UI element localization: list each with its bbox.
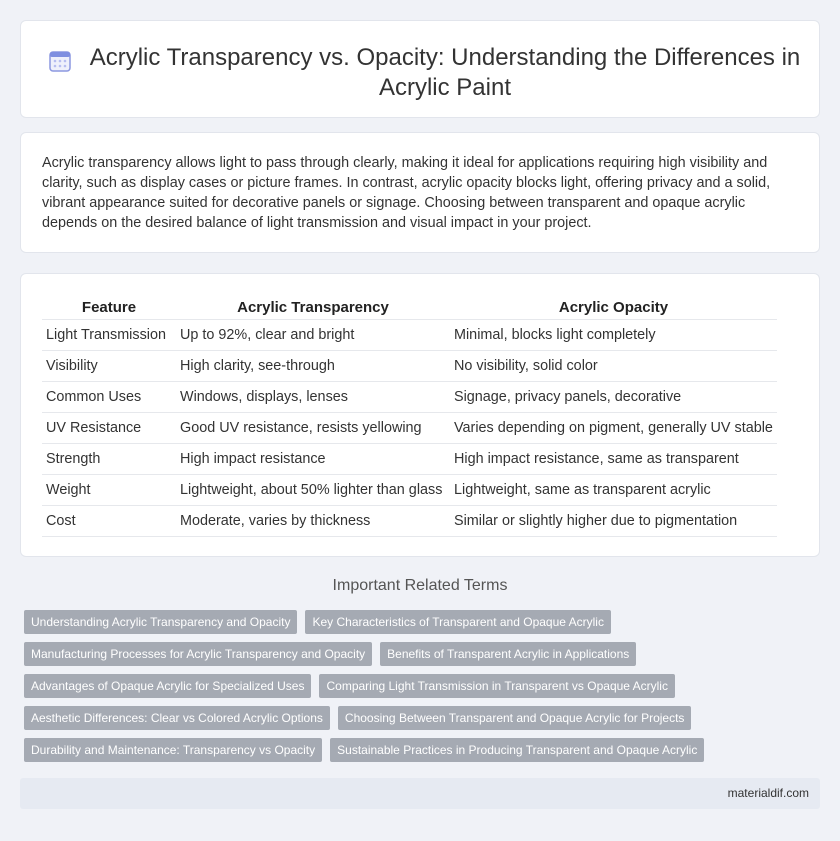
related-term-link[interactable]: Understanding Acrylic Transparency and Opacity — [24, 610, 297, 634]
related-term-link[interactable]: Aesthetic Differences: Clear vs Colored Acrylic Options — [24, 706, 330, 730]
table-cell: Light Transmission — [42, 320, 176, 351]
summary-text: Acrylic transparency allows light to pass through clearly, making it ideal for applications requiring high visibility and clarity, such as display cases or picture frames. In contrast, acrylic opacity blocks light, offering privacy and a solid, vibrant appearance suited for decorative panels or signage. Choosing between transparent and opaque acrylic depends on the desired balance of light transmission and visual impact in your project. — [42, 155, 771, 231]
comparison-table-card — [20, 273, 820, 557]
calendar-icon — [48, 49, 72, 73]
table-cell: Varies depending on pigment, generally UV stable — [450, 413, 777, 444]
table-cell: Lightweight, about 50% lighter than glass — [176, 475, 450, 506]
table-cell: Cost — [42, 506, 176, 537]
column-header: Acrylic Opacity — [450, 295, 777, 320]
table-cell: Lightweight, same as transparent acrylic — [450, 475, 777, 506]
table-cell: High clarity, see-through — [176, 351, 450, 382]
related-term-link[interactable]: Sustainable Practices in Producing Transparent and Opaque Acrylic — [330, 738, 704, 762]
header-card — [20, 20, 820, 118]
related-term-link[interactable]: Advantages of Opaque Acrylic for Specialized Uses — [24, 674, 311, 698]
table-row — [42, 506, 777, 537]
related-term-link[interactable]: Comparing Light Transmission in Transparent vs Opaque Acrylic — [319, 674, 675, 698]
table-row — [42, 320, 777, 351]
table-cell: No visibility, solid color — [450, 351, 777, 382]
table-cell: Up to 92%, clear and bright — [176, 320, 450, 351]
related-term-link[interactable]: Durability and Maintenance: Transparency vs Opacity — [24, 738, 322, 762]
table-cell: Common Uses — [42, 382, 176, 413]
table-row — [42, 351, 777, 382]
table-cell: Visibility — [42, 351, 176, 382]
table-cell: Similar or slightly higher due to pigmentation — [450, 506, 777, 537]
table-cell: Strength — [42, 444, 176, 475]
table-row — [42, 475, 777, 506]
related-term-link[interactable]: Benefits of Transparent Acrylic in Applications — [380, 642, 636, 666]
related-term-link[interactable]: Manufacturing Processes for Acrylic Transparency and Opacity — [24, 642, 372, 666]
footer — [20, 778, 820, 809]
table-row — [42, 444, 777, 475]
table-cell: Minimal, blocks light completely — [450, 320, 777, 351]
summary-card — [20, 132, 820, 253]
site-domain[interactable]: materialdif.com — [727, 786, 809, 800]
table-cell: UV Resistance — [42, 413, 176, 444]
related-terms-list — [24, 610, 824, 762]
page-title: Acrylic Transparency vs. Opacity: Understanding the Differences in Acrylic Paint — [89, 44, 801, 101]
table-cell: Good UV resistance, resists yellowing — [176, 413, 450, 444]
table-cell: High impact resistance — [176, 444, 450, 475]
table-cell: High impact resistance, same as transparent — [450, 444, 777, 475]
related-terms-title: Important Related Terms — [332, 577, 508, 594]
table-cell: Moderate, varies by thickness — [176, 506, 450, 537]
related-term-link[interactable]: Choosing Between Transparent and Opaque Acrylic for Projects — [338, 706, 692, 730]
table-row — [42, 382, 777, 413]
table-cell: Weight — [42, 475, 176, 506]
column-header: Acrylic Transparency — [176, 295, 450, 320]
table-cell: Signage, privacy panels, decorative — [450, 382, 777, 413]
related-term-link[interactable]: Key Characteristics of Transparent and Opaque Acrylic — [305, 610, 610, 634]
table-header-row — [42, 295, 777, 320]
comparison-table — [42, 295, 777, 537]
table-row — [42, 413, 777, 444]
column-header: Feature — [42, 295, 176, 320]
table-cell: Windows, displays, lenses — [176, 382, 450, 413]
